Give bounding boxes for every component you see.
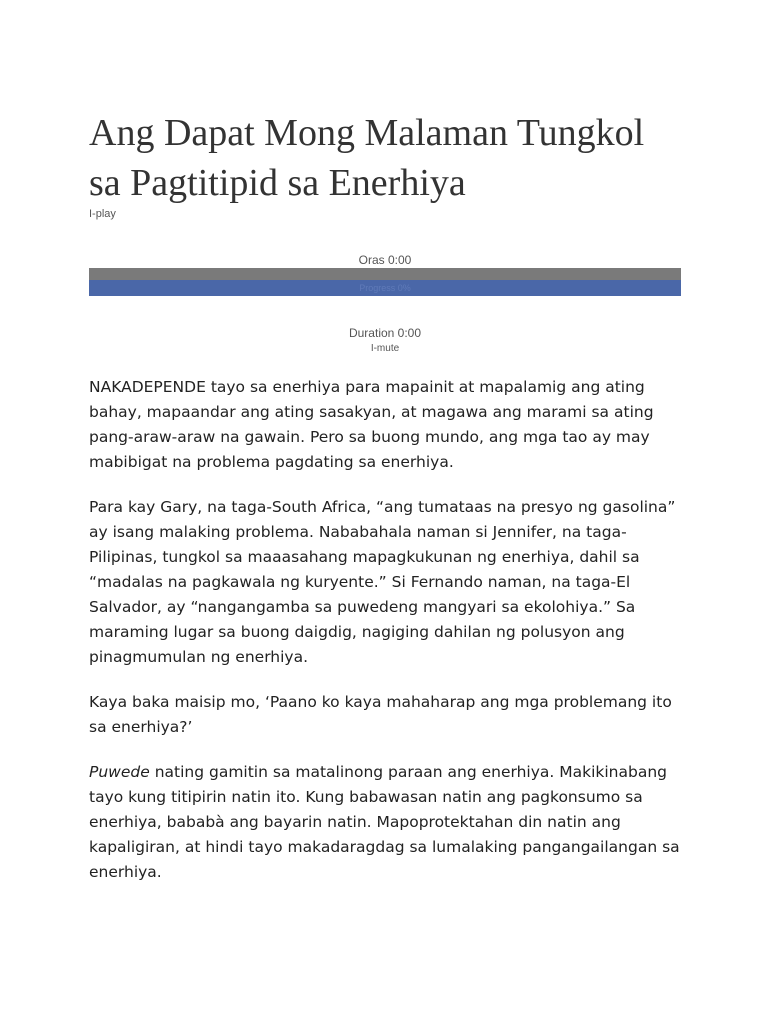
play-button[interactable]: I-play	[89, 208, 116, 220]
duration-label: Duration 0:00	[348, 326, 422, 340]
mute-button[interactable]: I-mute	[370, 343, 400, 354]
paragraph-3: Kaya baka maisip mo, ‘Paano ko kaya mahaharap ang mga problemang ito sa enerhiya?’	[89, 693, 672, 736]
current-time-label: Oras 0:00	[358, 253, 412, 267]
paragraph-4-text: nating gamitin sa matalinong paraan ang enerhiya. Makikinabang tayo kung titipirin natin ito. Kung babawasan natin ang pagkonsumo sa enerhiya, bababà ang bayarin natin. Mapoprotektahan din natin ang kapaligiran, at hindi tayo makadaragdag sa lumalaking pangangailangan sa enerhiya.	[89, 763, 680, 881]
paragraph-4-emphasis: Puwede	[89, 763, 150, 781]
paragraph-2: Para kay Gary, na taga-South Africa, “ang tumataas na presyo ng gasolina” ay isang malaking problema. Nababahala naman si Jennifer, na taga-Pilipinas, tungkol sa maaasahang mapagkukunan ng enerhiya, dahil sa “madalas na pagkawala ng kuryente.” Si Fernando naman, na taga-El Salvador, ay “nangangamba sa puwedeng mangyari sa ekolohiya.” Sa maraming lugar sa buong daigdig, nagiging dahilan ng polusyon ang pinagmumulan ng enerhiya.	[89, 498, 676, 666]
paragraph-1: NAKADEPENDE tayo sa enerhiya para mapainit at mapalamig ang ating bahay, mapaandar ang ating sasakyan, at magawa ang marami sa ating pang-araw-araw na gawain. Pero sa buong mundo, ang mga tao ay may mabibigat na problema pagdating sa enerhiya.	[89, 378, 654, 471]
progress-label: Progress 0%	[359, 283, 411, 293]
progress-track[interactable]	[89, 268, 681, 280]
article-title: Ang Dapat Mong Malaman Tungkol sa Pagtitipid sa Enerhiya	[89, 112, 645, 204]
article-body	[89, 375, 681, 905]
paragraph-4	[89, 760, 681, 885]
progress-bar[interactable]	[89, 280, 681, 296]
